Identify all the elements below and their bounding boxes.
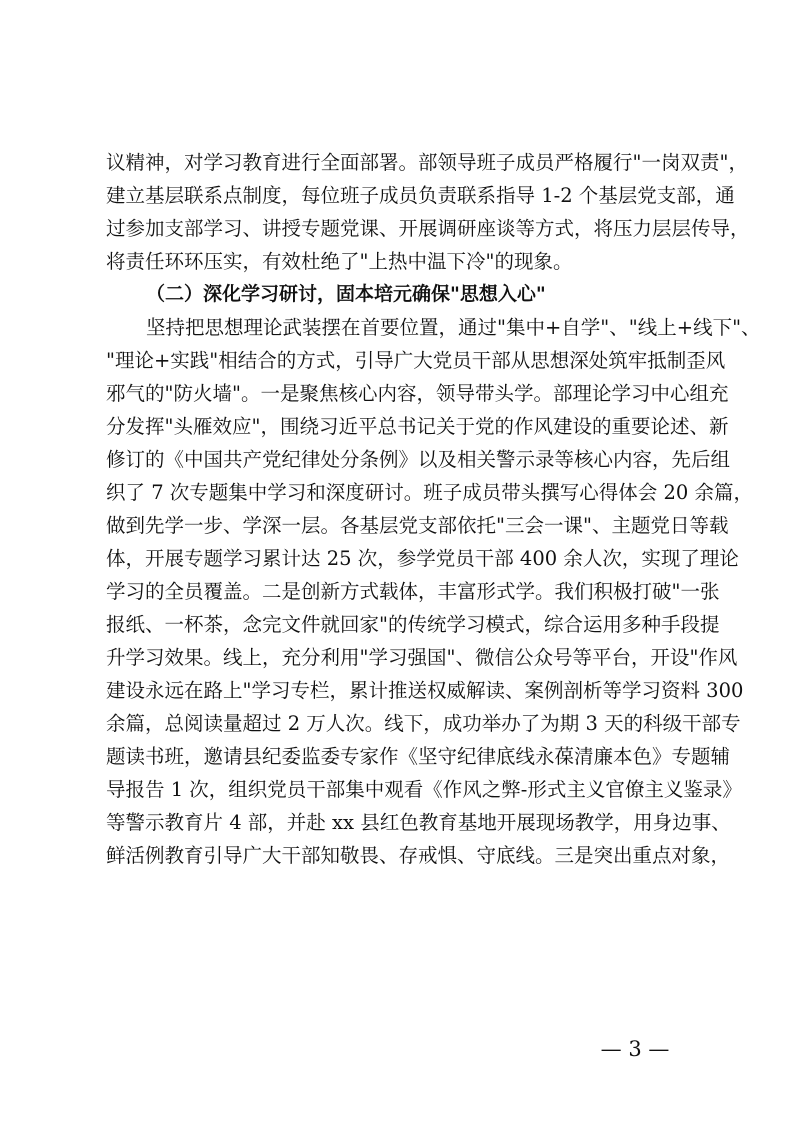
paragraph-line: 题读书班，邀请县纪委监委专家作《坚守纪律底线永葆清廉本色》专题辅	[106, 745, 731, 768]
paragraph-line: 体，开展专题学习累计达 25 次，参学党员干部 400 余人次，实现了理论	[106, 547, 739, 570]
paragraph-line: 学习的全员覆盖。二是创新方式载体，丰富形式学。我们积极打破"一张	[106, 580, 720, 603]
paragraph-line: 分发挥"头雁效应"，围绕习近平总书记关于党的作风建设的重要论述、新	[106, 415, 729, 438]
paragraph-line: 等警示教育片 4 部，并赴 xx 县红色教育基地开展现场教学，用身边事、	[106, 811, 731, 834]
paragraph-line: 建立基层联系点制度，每位班子成员负责联系指导 1-2 个基层党支部，通	[106, 184, 735, 207]
paragraph-line: 修订的《中国共产党纪律处分条例》以及相关警示录等核心内容，先后组	[106, 448, 731, 471]
paragraph-line: 邪气的"防火墙"。一是聚焦核心内容，领导带头学。部理论学习中心组充	[106, 382, 729, 405]
paragraph-line: 织了 7 次专题集中学习和深度研讨。班子成员带头撰写心得体会 20 余篇，	[106, 481, 754, 504]
page-number: — 3 —	[600, 1037, 670, 1061]
paragraph-line: 做到先学一步、学深一层。各基层党支部依托"三会一课"、主题党日等载	[106, 514, 729, 537]
paragraph-line: 余篇，总阅读量超过 2 万人次。线下，成功举办了为期 3 天的科级干部专	[106, 712, 741, 735]
paragraph-line: 导报告 1 次，组织党员干部集中观看《作风之弊-形式主义官僚主义鉴录》	[106, 778, 742, 801]
paragraph-line: 议精神，对学习教育进行全面部署。部领导班子成员严格履行"一岗双责"，	[106, 151, 748, 174]
body-text	[106, 146, 761, 872]
paragraph-line: 报纸、一杯茶，念完文件就回家"的传统学习模式，综合运用多种手段提	[106, 613, 720, 636]
paragraph-line: 升学习效果。线上，充分利用"学习强国"、微信公众号等平台，开设"作风	[106, 646, 738, 669]
paragraph-line: 过参加支部学习、讲授专题党课、开展调研座谈等方式，将压力层层传导，	[106, 217, 750, 240]
section-heading: （二）深化学习研讨，固本培元确保"思想入心"	[146, 283, 546, 305]
paragraph-line: 将责任环环压实，有效杜绝了"上热中温下冷"的现象。	[106, 250, 573, 273]
paragraph-line: 鲜活例教育引导广大干部知敬畏、存戒惧、守底线。三是突出重点对象，	[106, 844, 731, 867]
paragraph-line: "理论+实践"相结合的方式，引导广大党员干部从思想深处筑牢抵制歪风	[106, 349, 726, 372]
paragraph-line: 坚持把思想理论武装摆在首要位置，通过"集中+自学"、"线上+线下"、	[146, 316, 761, 339]
paragraph-line: 建设永远在路上"学习专栏，累计推送权威解读、案例剖析等学习资料 300	[106, 679, 744, 702]
